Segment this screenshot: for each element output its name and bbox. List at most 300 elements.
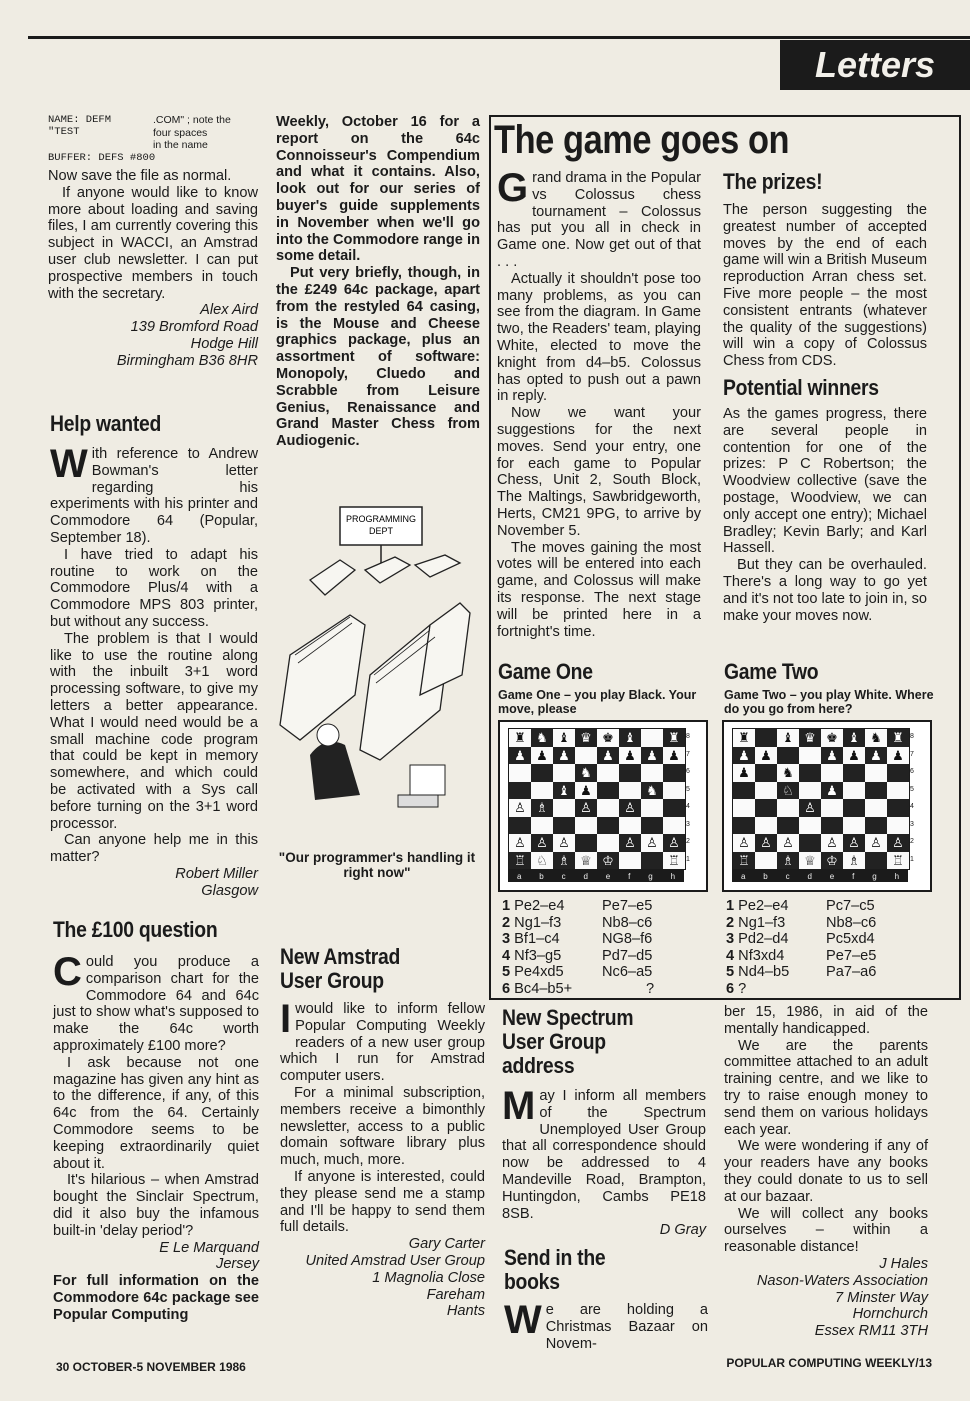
signature-line: Hodge Hill [190, 335, 258, 352]
heading: New Amstrad User Group [280, 944, 401, 993]
chess-piece: ♟ [553, 747, 575, 765]
rank-label: 5 [686, 785, 690, 793]
move-number: 5 [726, 964, 739, 980]
board-square [821, 817, 843, 835]
code-line: "TEST [48, 126, 80, 138]
white-move [502, 931, 602, 948]
board-square [843, 782, 865, 800]
board-square [799, 782, 821, 800]
white-move [502, 948, 602, 965]
chess-piece: ♟ [887, 747, 909, 765]
board-square [865, 852, 887, 870]
board-square [575, 747, 597, 765]
heading: Help wanted [50, 411, 162, 436]
chess-piece: ♖ [733, 852, 755, 870]
chess-piece: ♖ [663, 852, 685, 870]
chess-piece: ♛ [575, 729, 597, 747]
signature-line: 139 Bromford Road [130, 319, 258, 336]
signature-line: Fareham [426, 1286, 485, 1303]
board-square [597, 834, 619, 852]
chess-piece: ♙ [755, 834, 777, 852]
board-square [755, 852, 777, 870]
code-line: NAME: DEFM [48, 114, 112, 126]
board-square [755, 817, 777, 835]
paragraph: rand drama in the Popular vs Colossus chess tournament – Colossus has put you all in check in Game one. Now get out of that . . . [497, 170, 701, 270]
board-square [887, 782, 909, 800]
paragraph: Now we want your suggestions for the next moves. Send your entry, one for each game to Popular Chess, Unit 2, South Block, The Maltings, Sawbridgeworth, Herts, CM21 9PG, to arrive by November 5. [497, 405, 701, 539]
paragraph: ould you produce a comparison chart for the Commodore 64 and 64c just to show what's supposed to make the 64c worth approximately £100 more? [53, 954, 259, 1054]
board-square [663, 799, 685, 817]
game-one [498, 660, 708, 716]
white-move [726, 981, 826, 998]
chess-piece: ♙ [663, 834, 685, 852]
chess-piece: ♙ [575, 799, 597, 817]
rank-label: 1 [910, 855, 914, 863]
game-subtitle: Game Two – you play White. Where do you go from here? [724, 688, 934, 716]
chess-piece: ♞ [865, 729, 887, 747]
black-move: Pe7–e5 [826, 947, 877, 964]
signature [724, 1256, 928, 1340]
board-square [821, 764, 843, 782]
signature-line: 1 Magnolia Close [372, 1269, 485, 1286]
rank-label: 5 [910, 785, 914, 793]
signature [50, 866, 258, 900]
board-square [733, 799, 755, 817]
move-number: 4 [726, 947, 739, 964]
move-row [502, 948, 702, 965]
paragraph: Put very briefly, though, in the £249 64c package, apart from the restyled 64 casing, is the Mouse and Cheese graphics package, plus an assortment of software: Monopoly, Cluedo and Scrabble from Leisure Genius, Renaissance and Grand Master Chess from Audiogenic. [276, 265, 480, 450]
move-row [726, 915, 926, 932]
chess-piece: ♖ [887, 852, 909, 870]
editor-reply-continued [276, 114, 480, 450]
file-label: f [852, 871, 855, 881]
board-square [553, 764, 575, 782]
board-square [663, 817, 685, 835]
rank-label: 2 [686, 838, 690, 846]
paragraph: We are the parents committee attached to an adult training centre, and we like to try to raise enough money to send them on various holidays each year. [724, 1037, 928, 1138]
chess-piece: ♗ [531, 799, 553, 817]
move-number: 3 [502, 931, 515, 947]
file-label: e [605, 871, 611, 881]
game-subtitle: Game One – you play Black. Your move, please [498, 688, 697, 716]
move-number: 2 [502, 914, 515, 931]
file-label: g [872, 871, 877, 881]
move-text: Nf3–g5 [514, 947, 562, 964]
chess-intro [497, 166, 701, 640]
chess-piece: ♝ [843, 729, 865, 747]
section-banner: Letters [780, 40, 970, 90]
board-square [755, 799, 777, 817]
drop-cap: W [504, 1298, 542, 1342]
chess-prizes [723, 170, 927, 624]
move-number: 1 [726, 898, 739, 914]
chess-piece: ♕ [575, 852, 597, 870]
black-move: Pa7–a6 [826, 964, 877, 980]
board-square [575, 817, 597, 835]
chess-piece: ♞ [531, 729, 553, 747]
chess-piece: ♞ [777, 764, 799, 782]
chess-piece: ♗ [777, 852, 799, 870]
paragraph: If anyone would like to know more about loading and saving files, I am currently covering this subject in WACCI, an Amstrad user club newsletter. I can put prospective members in touch with the secretary. [48, 184, 258, 302]
heading: New Spectrum User Group address [502, 1005, 634, 1078]
heading: Game Two [724, 659, 819, 684]
board-square [641, 852, 663, 870]
chess-piece: ♟ [821, 782, 843, 800]
moves-game-one [502, 898, 702, 997]
move-row [502, 981, 702, 998]
rank-label: 1 [686, 855, 690, 863]
board-square [799, 834, 821, 852]
move-text: Ng1–f3 [514, 914, 562, 931]
board-square [509, 782, 531, 800]
chess-piece: ♝ [553, 782, 575, 800]
board-square [755, 782, 777, 800]
chess-piece: ♙ [619, 834, 641, 852]
amstrad-letter [280, 945, 485, 1320]
black-move: Nc6–a5 [602, 964, 653, 980]
board-grid [508, 728, 686, 870]
chess-piece: ♜ [733, 729, 755, 747]
paragraph: The problem is that I would like to use the routine along with the inbuilt 3+1 word processing software, to give my letters a better appearance. What I would need would be a small machine code program that could be kept in memory somewhere, and which could be activated with a Sys call before turning on the 3+1 word processor. [50, 630, 258, 832]
move-text: Nd4–b5 [738, 964, 790, 980]
chess-piece: ♟ [663, 747, 685, 765]
board-square [865, 799, 887, 817]
rank-label: 6 [910, 768, 914, 776]
chess-piece: ♟ [619, 747, 641, 765]
move-text: Nf3xd4 [738, 947, 785, 964]
rank-label: 4 [686, 803, 690, 811]
top-rule [28, 36, 970, 39]
move-number: 2 [726, 914, 739, 931]
move-row [502, 915, 702, 932]
drop-cap: C [53, 950, 82, 994]
file-label: d [583, 871, 588, 881]
signature [48, 302, 258, 369]
move-row [502, 898, 702, 915]
move-text: Pe2–e4 [514, 898, 565, 914]
paragraph: ber 15, 1986, in aid of the mentally handicapped. [724, 1004, 928, 1037]
black-move: Nb8–c6 [602, 914, 653, 931]
file-label: a [740, 871, 746, 881]
chess-piece: ♞ [575, 764, 597, 782]
file-label: g [648, 871, 653, 881]
paragraph: For a minimal subscription, members receive a bimonthly newsletter, access to a public domain software library plus much, much, more. [280, 1084, 485, 1169]
paragraph: would like to inform fellow Popular Computing Weekly readers of a new user group which I run for Amstrad computer users. [280, 1001, 485, 1085]
move-row [726, 898, 926, 915]
black-move: Pd7–d5 [602, 947, 653, 964]
paragraph: Actually it shouldn't pose too many problems, as you can see from the diagram. In Game two, the Readers' team, playing White, elected to move the knight from d4–b5. Colossus has opted to push out a pawn in reply. [497, 270, 701, 405]
chess-piece: ♜ [887, 729, 909, 747]
board-square [865, 764, 887, 782]
board-square [509, 764, 531, 782]
paragraph: e are holding a Christmas Bazaar on Novem- [545, 1302, 708, 1352]
chess-piece: ♟ [865, 747, 887, 765]
chess-piece: ♜ [663, 729, 685, 747]
board-square [887, 764, 909, 782]
chess-piece: ♙ [865, 834, 887, 852]
file-label: h [894, 871, 900, 881]
rank-labels [910, 728, 918, 868]
board-square [619, 852, 641, 870]
chess-piece: ♝ [777, 729, 799, 747]
board-square [799, 817, 821, 835]
file-label: h [670, 871, 676, 881]
footer-left: 30 OCTOBER-5 NOVEMBER 1986 [56, 1360, 246, 1374]
move-row [726, 948, 926, 965]
paragraph: Can anyone help me in this matter? [50, 832, 258, 866]
drop-cap: I [280, 997, 292, 1041]
file-labels [508, 870, 684, 882]
signature [502, 1222, 706, 1239]
chess-piece: ♟ [843, 747, 865, 765]
board-square [597, 799, 619, 817]
chess-piece: ♟ [509, 747, 531, 765]
white-move [726, 964, 826, 981]
chess-piece: ♚ [821, 729, 843, 747]
board-square [865, 817, 887, 835]
file-label: b [763, 871, 768, 881]
black-move: ? [646, 980, 655, 997]
column-1 [48, 114, 258, 370]
chess-piece: ♕ [799, 852, 821, 870]
board-square [531, 764, 553, 782]
chess-board-game-one [498, 720, 708, 892]
signature-line: Hornchurch [852, 1306, 928, 1323]
board-square [887, 799, 909, 817]
board-square [619, 764, 641, 782]
board-square [619, 817, 641, 835]
signature-line: Glasgow [201, 882, 258, 899]
chess-piece: ♖ [509, 852, 531, 870]
drop-cap: G [497, 166, 529, 210]
chess-piece: ♙ [509, 834, 531, 852]
board-square [887, 817, 909, 835]
chess-piece: ♙ [799, 799, 821, 817]
board-square [641, 799, 663, 817]
chess-piece: ♙ [821, 834, 843, 852]
chess-piece: ♙ [531, 834, 553, 852]
chess-piece: ♙ [843, 834, 865, 852]
board-square [733, 817, 755, 835]
books-letter-continued [724, 1004, 928, 1340]
white-move [502, 898, 602, 915]
move-text: Pe2–e4 [738, 898, 789, 914]
cartoon-sign-line-2: DEPT [368, 526, 394, 536]
moves-game-two [726, 898, 926, 997]
move-text: ? [738, 980, 747, 997]
board-square [777, 817, 799, 835]
move-row [502, 931, 702, 948]
chess-piece: ♘ [531, 852, 553, 870]
rank-label: 6 [686, 768, 690, 776]
chess-piece: ♟ [597, 747, 619, 765]
board-square [597, 782, 619, 800]
board-square [799, 764, 821, 782]
file-labels [732, 870, 908, 882]
board-square [553, 817, 575, 835]
rank-label: 4 [910, 803, 914, 811]
signature-line: E Le Marquand [159, 1239, 259, 1256]
board-square [553, 799, 575, 817]
drop-cap: M [502, 1084, 536, 1128]
paragraph: As the games progress, there are several people in contention for one of the prizes: P C Robertson; the Woodview collective (save the postage, Woodview, we can only accept one entry); Michael Bradley; Kevin Barly; and Karl Hassell. [723, 405, 927, 557]
footer-right: POPULAR COMPUTING WEEKLY/13 [726, 1356, 932, 1370]
paragraph: The moves gaining the most votes will be entered into each game, and Colossus will make its response. The next stage will be printed here in a fortnight's time. [497, 539, 701, 640]
game-two [724, 660, 934, 716]
file-label: b [539, 871, 544, 881]
board-square [641, 817, 663, 835]
board-square [663, 782, 685, 800]
move-number: 1 [502, 898, 515, 914]
board-square [865, 782, 887, 800]
paragraph: Weekly, October 16 for a report on the 64c Connoisseur's Compendium and what it contains. Also, look out for our series of buyer's guide supplements in November when we'll go into the Commodore range in some detail. [276, 114, 480, 265]
board-square [843, 799, 865, 817]
feature-title: The game goes on [494, 118, 790, 162]
rank-label: 8 [910, 733, 914, 741]
chess-board-game-two [722, 720, 932, 892]
chess-piece: ♙ [887, 834, 909, 852]
move-text: Ng1–f3 [738, 914, 786, 931]
paragraph: ith reference to Andrew Bowman's letter regarding his experiments with his printer and Commodore 64 (Popular, September 18). [50, 446, 258, 546]
chess-piece: ♗ [843, 852, 865, 870]
spectrum-letter [502, 1006, 706, 1239]
move-row [726, 931, 926, 948]
board-square [597, 764, 619, 782]
move-number: 3 [726, 931, 739, 947]
signature [280, 1236, 485, 1320]
board-square [777, 799, 799, 817]
white-move [726, 931, 826, 948]
black-move: Pc5xd4 [826, 931, 875, 947]
signature-line: Birmingham B36 8HR [116, 352, 258, 369]
move-text: Bf1–c4 [514, 931, 560, 947]
black-move: Pe7–e5 [602, 898, 653, 914]
board-square [597, 817, 619, 835]
chess-piece: ♙ [777, 834, 799, 852]
chess-piece: ♙ [619, 799, 641, 817]
board-square [619, 782, 641, 800]
cartoon-caption: "Our programmer's handling it right now" [278, 850, 476, 880]
chess-piece: ♟ [733, 764, 755, 782]
move-text: Pd2–d4 [738, 931, 789, 947]
paragraph: It's hilarious – when Amstrad bought the Sinclair Spectrum, did it also buy the infamous built-in 'delay period'? [53, 1172, 259, 1239]
chess-piece: ♞ [641, 782, 663, 800]
chess-piece: ♝ [619, 729, 641, 747]
board-square [641, 764, 663, 782]
signature-line: Gary Carter [408, 1236, 485, 1253]
chess-piece: ♛ [799, 729, 821, 747]
move-number: 6 [502, 980, 515, 997]
move-row [726, 964, 926, 981]
rank-labels [686, 728, 694, 868]
black-move: Pc7–c5 [826, 898, 875, 914]
signature-line: Robert Miller [175, 865, 258, 882]
signature [53, 1240, 259, 1274]
paragraph: If anyone is interested, could they please send me a stamp and I'll be happy to send them full details. [280, 1168, 485, 1236]
move-number: 4 [502, 947, 515, 964]
chess-piece: ♟ [531, 747, 553, 765]
white-move [502, 915, 602, 932]
chess-piece: ♟ [755, 747, 777, 765]
paragraph: But they can be overhauled. There's a long way to go yet and it's not too late to join in, so make your moves now. [723, 557, 927, 624]
chess-piece: ♘ [777, 782, 799, 800]
move-row [726, 981, 926, 998]
chess-piece: ♔ [597, 852, 619, 870]
board-square [799, 747, 821, 765]
drop-cap: W [50, 442, 88, 486]
board-square [531, 782, 553, 800]
white-move [726, 898, 826, 915]
paragraph: We were wondering if any of your readers have any books they could donate to us to sell at our bazaar. [724, 1138, 928, 1205]
file-label: c [561, 871, 566, 881]
heading: The prizes! [723, 169, 823, 194]
code-block [48, 114, 258, 168]
file-label: d [807, 871, 812, 881]
cartoon-illustration [270, 495, 480, 840]
rank-label: 8 [686, 733, 690, 741]
board-square [755, 729, 777, 747]
board-square [509, 817, 531, 835]
black-move: NG8–f6 [602, 931, 653, 947]
rank-label: 3 [910, 820, 914, 828]
rank-label: 2 [910, 838, 914, 846]
rank-label: 7 [910, 750, 914, 758]
white-move [726, 915, 826, 932]
file-label: f [628, 871, 631, 881]
black-move: Nb8–c6 [826, 914, 877, 931]
signature-line: Essex RM11 3TH [814, 1323, 928, 1340]
move-text: Pe4xd5 [514, 964, 564, 980]
paragraph: I ask because not one magazine has given any hint as to the difference, if any, of this 64c from the 64. Certainly Commodore seems to be keeping extraordinarily quiet about it. [53, 1054, 259, 1172]
board-square [821, 799, 843, 817]
chess-piece: ♟ [821, 747, 843, 765]
signature-line: Hants [446, 1303, 485, 1320]
move-row [502, 964, 702, 981]
white-move [502, 964, 602, 981]
signature-line: Jersey [216, 1256, 259, 1273]
file-label: c [785, 871, 790, 881]
chess-piece: ♗ [553, 852, 575, 870]
hundred-pound-letter [53, 918, 259, 1324]
paragraph: Now save the file as normal. [48, 168, 232, 184]
chess-piece: ♙ [509, 799, 531, 817]
board-square [663, 764, 685, 782]
white-move [502, 981, 602, 998]
board-square [733, 782, 755, 800]
chess-piece: ♝ [553, 729, 575, 747]
signature-line: United Amstrad User Group [305, 1252, 485, 1269]
chess-piece: ♔ [821, 852, 843, 870]
move-number: 6 [726, 980, 739, 997]
move-text: Bc4–b5+ [514, 980, 573, 997]
heading: Game One [498, 659, 593, 684]
file-label: e [829, 871, 835, 881]
file-label: a [516, 871, 522, 881]
chess-piece: ♙ [733, 834, 755, 852]
chess-piece: ♙ [553, 834, 575, 852]
board-square [641, 729, 663, 747]
heading: Potential winners [723, 374, 879, 400]
signature-line: 7 Minster Way [835, 1289, 928, 1306]
rank-label: 3 [686, 820, 690, 828]
signature-line: J Hales [879, 1255, 928, 1272]
chess-piece: ♙ [641, 834, 663, 852]
board-square [777, 747, 799, 765]
editor-reply: For full information on the Commodore 64c package see Popular Computing [53, 1273, 259, 1323]
books-letter [504, 1246, 708, 1352]
board-grid [732, 728, 910, 870]
signature-line: Alex Aird [200, 302, 258, 319]
